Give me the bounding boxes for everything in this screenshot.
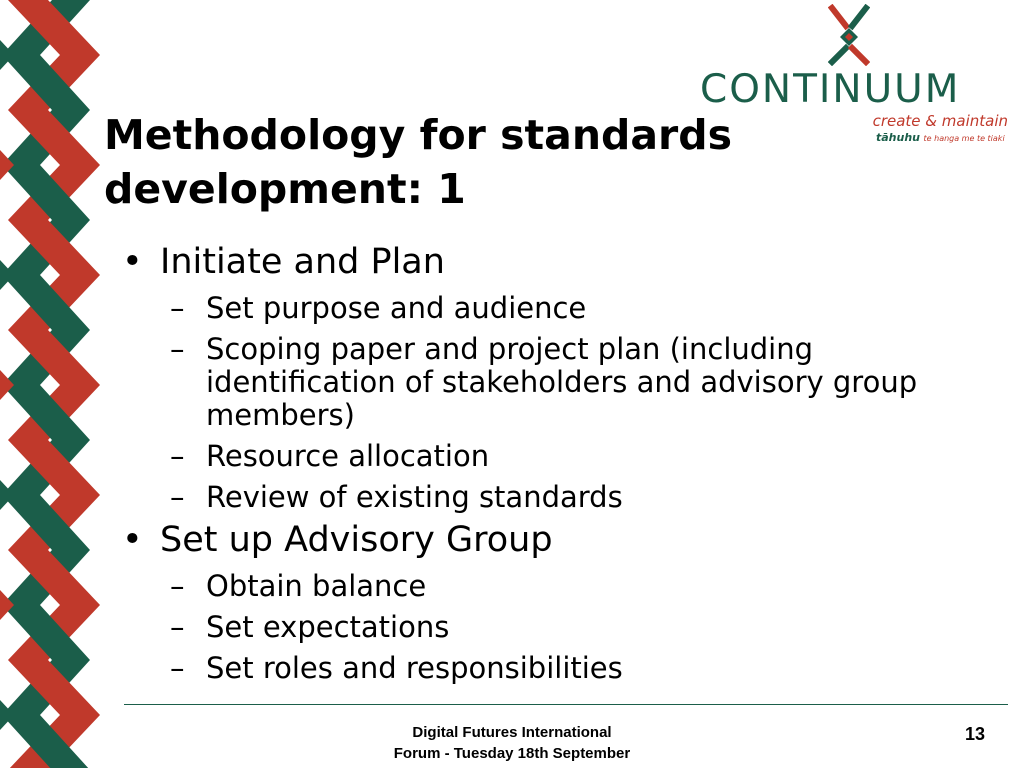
en-dash: – [170, 610, 185, 644]
en-dash: – [170, 332, 185, 366]
bullet-dot: • [122, 242, 143, 282]
footer-line-1: Digital Futures International [412, 724, 612, 741]
decorative-border [0, 0, 115, 768]
footer-text [330, 722, 694, 764]
bullet-list [122, 240, 972, 689]
sub-item [122, 292, 972, 325]
sub-item-text: Resource allocation [206, 439, 490, 473]
title-line-2: development: 1 [104, 165, 466, 213]
slide-title [104, 108, 744, 216]
sub-item [122, 481, 972, 514]
logo-tagline: create & maintain [872, 112, 1008, 130]
en-dash: – [170, 480, 185, 514]
sub-item [122, 333, 972, 432]
logo-subline [876, 132, 1005, 143]
sub-item-text: Set roles and responsibilities [206, 651, 623, 685]
page-number: 13 [964, 724, 986, 744]
bullet-item [122, 518, 972, 562]
sub-item-text: Set expectations [206, 610, 450, 644]
footer-divider [124, 704, 1008, 705]
title-line-1: Methodology for standards [104, 111, 732, 159]
logo-subline-bold: tāhuhu [876, 131, 921, 144]
bullet-text: Set up Advisory Group [160, 520, 553, 560]
en-dash: – [170, 569, 185, 603]
sub-item [122, 570, 972, 603]
bullet-item [122, 240, 972, 284]
bullet-text: Initiate and Plan [160, 242, 445, 282]
sub-item-text: Scoping paper and project plan (including identification of stakeholders and advisory group members) [206, 332, 918, 432]
sub-item [122, 611, 972, 644]
en-dash: – [170, 651, 185, 685]
sub-item [122, 652, 972, 685]
continuum-cross-icon [828, 4, 870, 66]
sub-item-text: Obtain balance [206, 569, 427, 603]
footer-line-2: Forum - Tuesday 18th September [393, 745, 631, 762]
sub-item-text: Set purpose and audience [206, 291, 587, 325]
bullet-dot: • [122, 520, 143, 560]
logo-wordmark: CONTINUUM [700, 67, 961, 112]
en-dash: – [170, 439, 185, 473]
sub-list [122, 292, 972, 514]
sub-item-text: Review of existing standards [206, 480, 623, 514]
logo-subline-rest: te hanga me te tiaki [923, 134, 1005, 143]
continuum-logo [700, 4, 1012, 154]
sub-list [122, 570, 972, 685]
sub-item [122, 440, 972, 473]
en-dash: – [170, 291, 185, 325]
